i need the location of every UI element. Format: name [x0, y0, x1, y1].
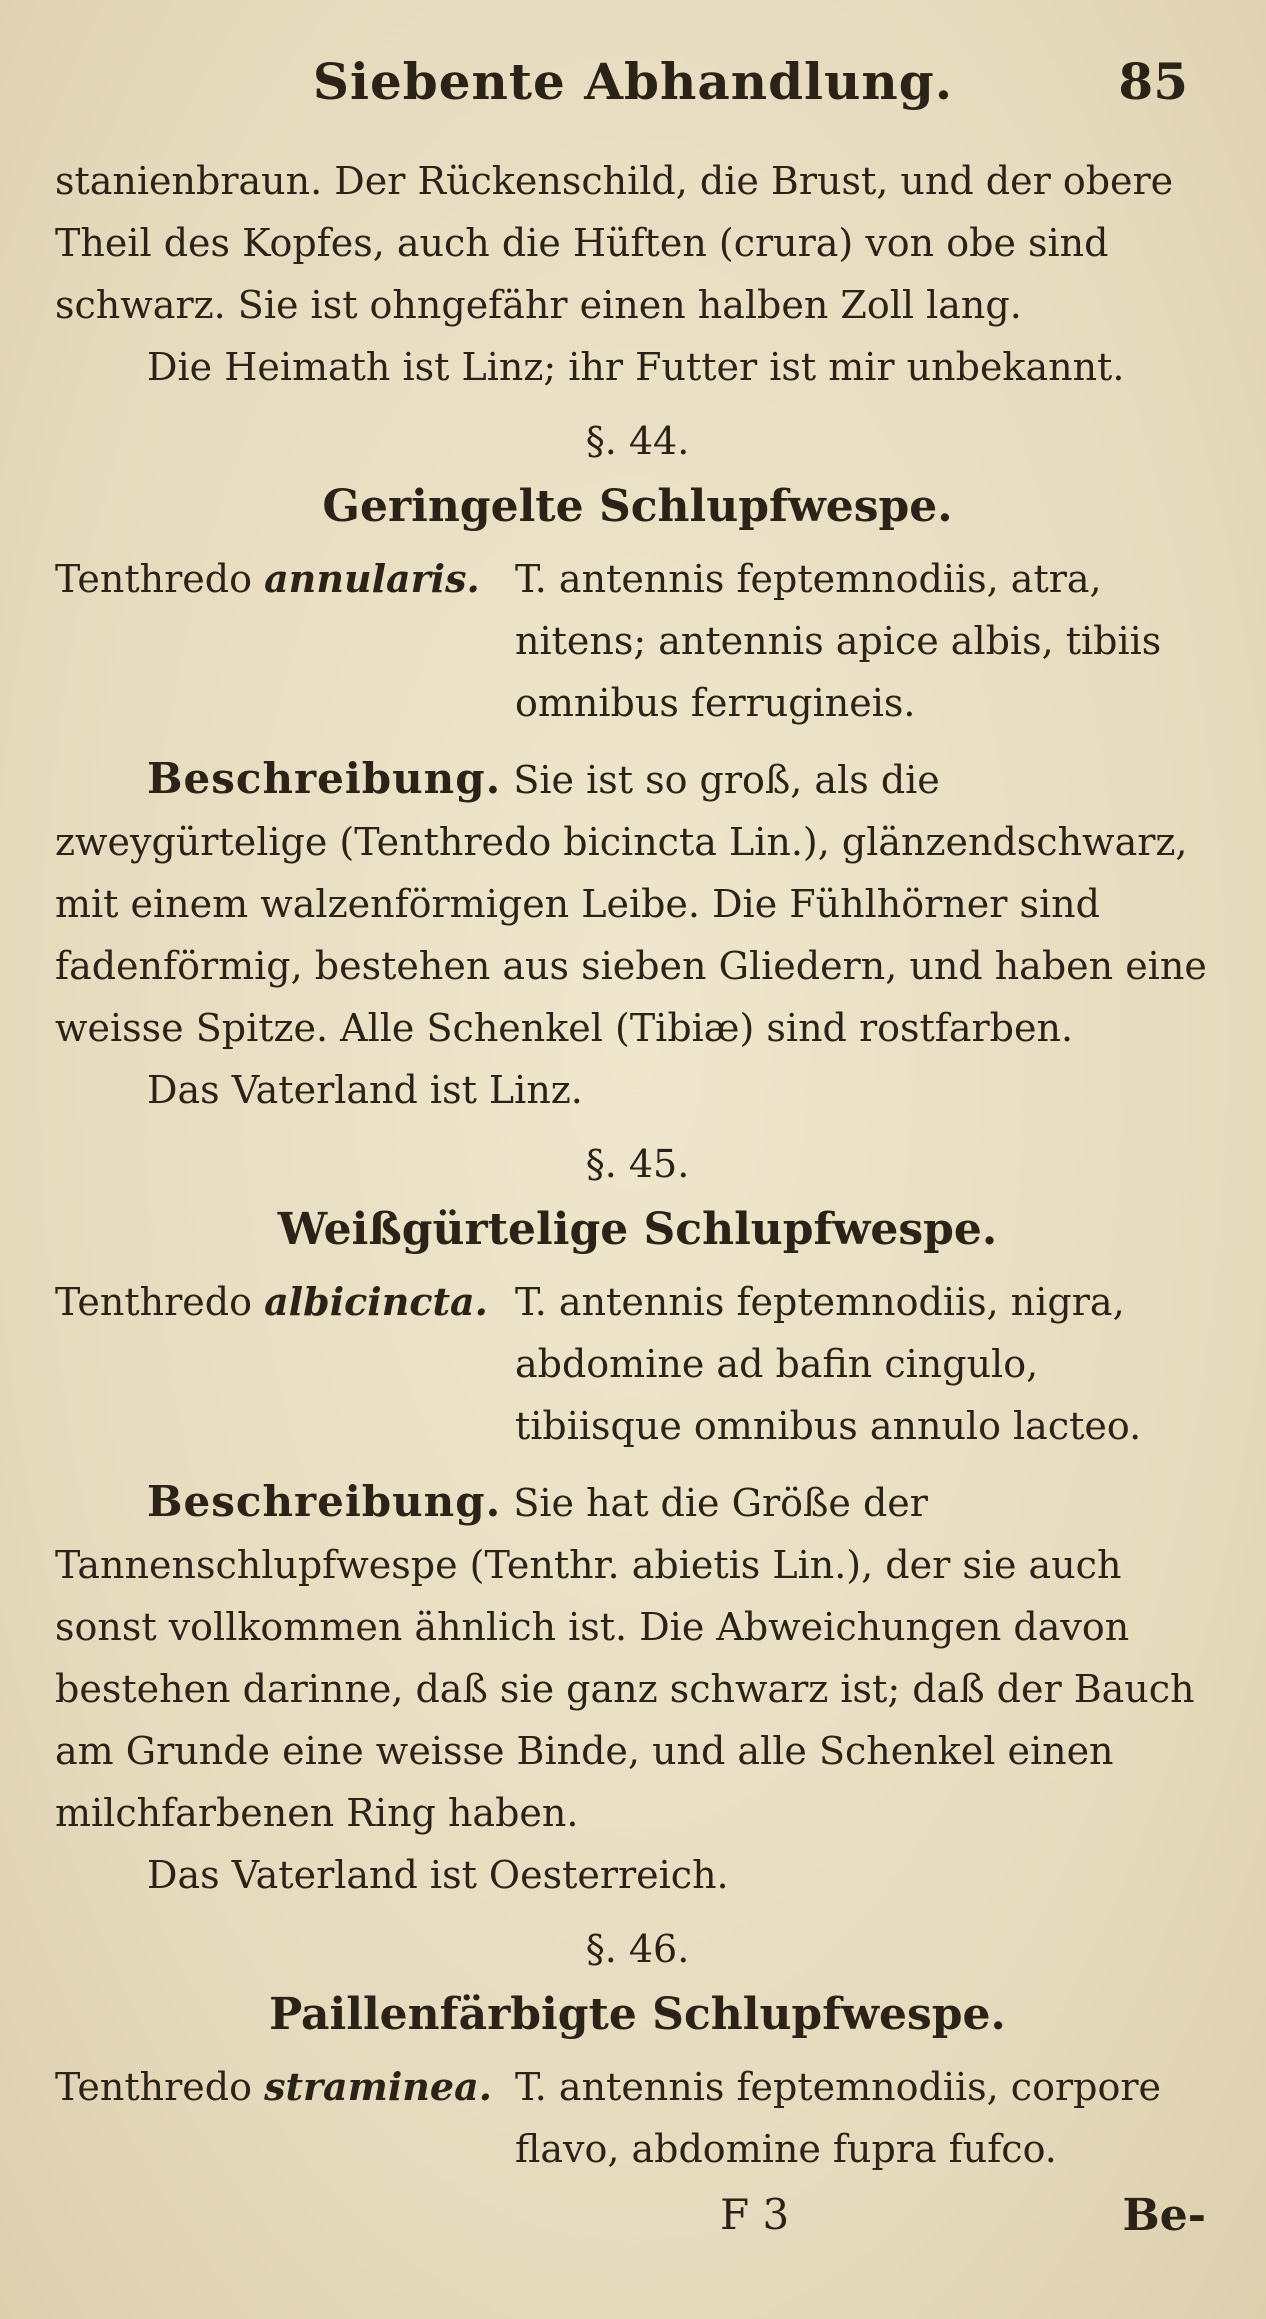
species-genus: Tenthredo	[55, 557, 252, 601]
section-title: Weißgürtelige Schlupfwespe.	[277, 1204, 998, 1255]
description-paragraph	[55, 1471, 1220, 1844]
species-name	[55, 548, 515, 734]
section-46	[55, 1918, 1220, 2180]
habitat-line: Das Vaterland ist Oesterreich.	[147, 1853, 729, 1897]
species-name	[55, 1271, 515, 1457]
species-epithet: annularis.	[264, 556, 480, 601]
intro-paragraph: stanienbraun. Der Rückenschild, die Brust, und der obere Theil des Kopfes, auch die Hüften (crura) von obe sind schwarz. Sie ist ohngefähr einen halben Zoll lang.	[55, 159, 1174, 327]
species-entry	[55, 548, 1220, 734]
description-text: Sie ist so groß, als die zweygürtelige (Tenthredo bicincta Lin.), glänzendschwarz, mit einem walzenförmigen Leibe. Die Fühlhörner sind fadenförmig, bestehen aus sieben Gliedern, und haben eine weisse Spitze. Alle Schenkel (Tibiæ) sind rostfarben.	[55, 758, 1207, 1050]
species-entry	[55, 2056, 1220, 2180]
species-entry	[55, 1271, 1220, 1457]
species-genus: Tenthredo	[55, 2065, 252, 2109]
species-genus: Tenthredo	[55, 1280, 252, 1324]
species-diagnosis: T. antennis feptemnodiis, corpore flavo, abdomine fupra fufco.	[515, 2065, 1161, 2171]
page-header	[48, 52, 1218, 122]
section-title: Paillenfärbigte Schlupfwespe.	[269, 1989, 1006, 2040]
signature-mark: F 3	[720, 2190, 790, 2239]
page-number: 85	[1118, 52, 1188, 111]
section-number: §. 44.	[585, 419, 690, 463]
species-diagnosis: T. antennis feptemnodiis, nigra, abdomine ad bafin cingulo, tibiisque omnibus annulo lacteo.	[515, 1280, 1142, 1448]
page-footer	[0, 2190, 1266, 2260]
section-number: §. 45.	[585, 1142, 690, 1186]
description-label: Beschreibung.	[147, 754, 502, 803]
running-title: Siebente Abhandlung.	[312, 52, 954, 111]
species-epithet: albicincta.	[264, 1279, 488, 1324]
species-diagnosis: T. antennis feptemnodiis, atra, nitens; antennis apice albis, tibiis omnibus ferrugineis.	[515, 557, 1162, 725]
species-epithet: straminea.	[264, 2064, 492, 2109]
body-text	[55, 150, 1220, 2180]
description-paragraph	[55, 748, 1220, 1059]
description-text: Sie hat die Größe der Tannenschlupfwespe (Tenthr. abietis Lin.), der sie auch sonst vollkommen ähnlich ist. Die Abweichungen davon bestehen darinne, daß sie ganz schwarz ist; daß der Bauch am Grunde eine weisse Binde, und alle Schenkel einen milchfarbenen Ring haben.	[55, 1481, 1195, 1835]
description-label: Beschreibung.	[147, 1477, 502, 1526]
section-title: Geringelte Schlupfwespe.	[322, 481, 953, 532]
section-44	[55, 410, 1220, 1121]
catchword: Be-	[1122, 2190, 1206, 2241]
intro-habitat: Die Heimath ist Linz; ihr Futter ist mir unbekannt.	[147, 345, 1125, 389]
species-name	[55, 2056, 515, 2180]
habitat-line: Das Vaterland ist Linz.	[147, 1068, 583, 1112]
section-number: §. 46.	[585, 1927, 690, 1971]
section-45	[55, 1133, 1220, 1906]
